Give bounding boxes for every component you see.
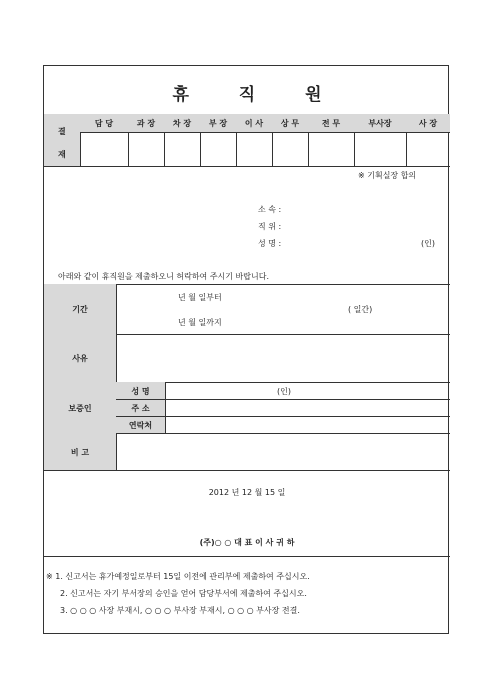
guarantor-label: 보증인 [68, 404, 92, 413]
approval-header-label: 이 사 [244, 119, 264, 128]
date-text: 2012 년 12 월 15 일 [208, 488, 286, 497]
leave-application-form [43, 65, 449, 634]
approval-sign-box[interactable] [200, 133, 236, 166]
approval-header-label: 과 장 [136, 119, 156, 128]
approval-header-label: 사 장 [418, 119, 438, 128]
guarantor-address-label: 주 소 [131, 404, 150, 413]
agreement-note: ※ 기획실장 합의 [358, 171, 417, 180]
approval-sign-box[interactable] [80, 133, 128, 166]
applicant-seal: (인) [421, 239, 435, 248]
approval-header-label: 상 무 [280, 119, 300, 128]
position-label: 직 위 : [258, 222, 282, 231]
approval-sign-box[interactable] [272, 133, 308, 166]
approval-header-label: 담 당 [94, 119, 114, 128]
approval-header-label: 차 장 [172, 119, 192, 128]
request-text: 아래와 같이 휴직원을 제출하오니 허락하여 주시기 바랍니다. [58, 272, 269, 281]
approval-header-label: 부 장 [208, 119, 228, 128]
approval-sign-box[interactable] [354, 133, 406, 166]
note-1: ※ 1. 신고서는 휴가예정일로부터 15일 이전에 관리부에 제출하여 주십시오. [46, 572, 310, 581]
form-title: 휴 직 원 [172, 85, 344, 105]
note-3: 3. ○ ○ ○ 사장 부재시, ○ ○ ○ 부사장 부재시, ○ ○ ○ 부사장 전결. [60, 606, 300, 615]
reason-label: 사유 [72, 354, 88, 363]
remarks-label: 비 고 [70, 448, 90, 457]
guarantor-name-label: 성 명 [131, 387, 150, 396]
guarantor-seal: (인) [277, 387, 291, 396]
period-days: ( 일간) [348, 305, 373, 314]
approval-header-label: 부사장 [368, 119, 392, 128]
dept-label: 소 속 : [258, 205, 282, 214]
addressee-text: (주)○ ○ 대 표 이 사 귀 하 [199, 538, 295, 547]
period-label: 기간 [72, 305, 88, 314]
name-label: 성 명 : [258, 239, 282, 248]
period-to: 년 월 일까지 [178, 318, 222, 327]
approval-sign-box[interactable] [236, 133, 272, 166]
note-2: 2. 신고서는 자기 부서장의 승인을 얻어 담당부서에 제출하여 주십시오. [60, 589, 307, 598]
approval-sign-box[interactable] [406, 133, 450, 166]
approval-sign-box[interactable] [308, 133, 354, 166]
approval-header-label: 전 무 [321, 119, 341, 128]
approval-label-top: 결 [58, 127, 66, 136]
approval-label-bottom: 재 [58, 150, 66, 159]
approval-sign-box[interactable] [128, 133, 164, 166]
approval-sign-box[interactable] [164, 133, 200, 166]
period-from: 년 월 일부터 [178, 293, 222, 302]
guarantor-contact-label: 연락처 [128, 421, 153, 430]
